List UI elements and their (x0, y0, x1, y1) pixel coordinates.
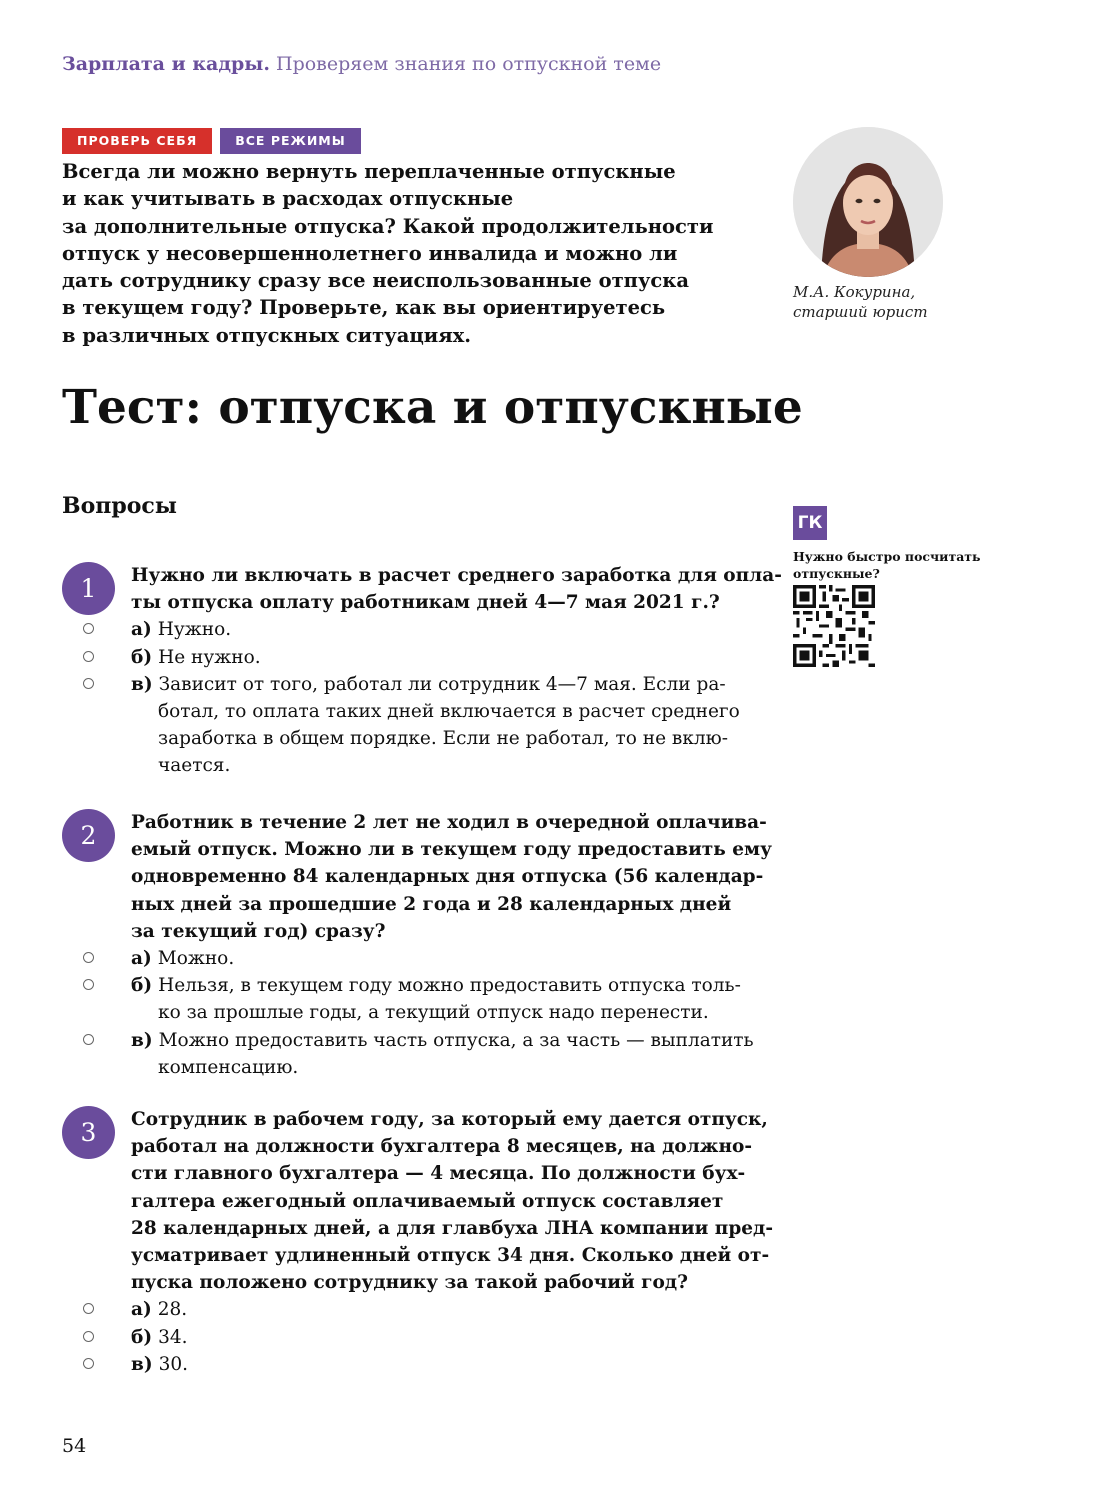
header-section: Зарплата и кадры. (62, 53, 270, 75)
lead-line: отпуск у несовершеннолетнего инвалида и можно ли (62, 241, 678, 265)
answer-option[interactable] (131, 616, 782, 643)
radio-button[interactable] (83, 1034, 94, 1045)
answer-text: 34. (158, 1326, 188, 1348)
author-portrait-icon (793, 127, 943, 277)
radio-button[interactable] (83, 1331, 94, 1342)
promo-line: отпускные? (793, 566, 880, 581)
lead-line: в текущем году? Проверьте, как вы ориентируетесь (62, 296, 666, 320)
answer-text: Можно. (157, 948, 235, 970)
section-heading: Вопросы (62, 493, 177, 519)
radio-button[interactable] (83, 651, 94, 662)
answer-letter: в) (131, 1029, 153, 1051)
question-3 (62, 1106, 782, 1378)
lead-line: дать сотруднику сразу все неиспользованные отпуска (62, 269, 690, 293)
answer-text: Нужно. (157, 619, 232, 641)
lead-paragraph (62, 158, 752, 349)
answer-letter: в) (131, 1353, 153, 1375)
question-line: галтера ежегодный оплачиваемый отпуск составляет (131, 1190, 724, 1212)
question-number: 2 (62, 809, 115, 862)
question-line: пуска положено сотруднику за такой рабочий год? (131, 1272, 688, 1294)
question-line: одновременно 84 календарных дня отпуска (56 календар- (131, 866, 764, 888)
article-title: Тест: отпуска и отпускные (62, 380, 803, 435)
answer-text: компенсацию. (158, 1056, 299, 1078)
answer-letter: б) (131, 975, 153, 997)
qr-code-icon[interactable] (793, 585, 875, 667)
question-2 (62, 809, 782, 1081)
answer-text: ботал, то оплата таких дней включается в расчет среднего (158, 701, 740, 723)
author-role: старший юрист (793, 302, 928, 321)
question-line: за текущий год) сразу? (131, 920, 386, 942)
answer-option[interactable] (131, 1324, 782, 1351)
answer-letter: в) (131, 673, 153, 695)
author-caption (793, 283, 928, 322)
answer-text: Зависит от того, работал ли сотрудник 4—7 мая. Если ра- (158, 673, 726, 695)
lead-line: Всегда ли можно вернуть переплаченные отпускные (62, 160, 676, 183)
running-header (62, 53, 661, 75)
radio-button[interactable] (83, 979, 94, 990)
radio-button[interactable] (83, 1358, 94, 1369)
answer-letter: б) (131, 1326, 153, 1348)
promo-line: Нужно быстро посчитать (793, 549, 981, 564)
question-line: Сотрудник в рабочем году, за который ему дается отпуск, (131, 1109, 768, 1130)
question-line: ных дней за прошедшие 2 года и 28 календарных дней (131, 893, 732, 915)
question-text (131, 809, 782, 945)
question-text (131, 1106, 782, 1296)
question-line: работал на должности бухгалтера 8 месяцев, на должно- (131, 1136, 753, 1158)
answer-text: 30. (158, 1353, 189, 1375)
answer-text: 28. (157, 1299, 188, 1321)
page-number: 54 (62, 1435, 87, 1457)
question-line: ты отпуска оплату работникам дней 4—7 мая 2021 г.? (131, 592, 720, 614)
question-1 (62, 562, 782, 780)
answer-letter: б) (131, 646, 153, 668)
answer-option[interactable] (131, 945, 782, 972)
question-line: 28 календарных дней, а для главбуха ЛНА компании пред- (131, 1217, 774, 1239)
answer-text: Можно предоставить часть отпуска, а за часть — выплатить (158, 1029, 754, 1051)
answer-option[interactable] (131, 671, 782, 780)
answer-letter: а) (131, 1299, 152, 1321)
question-line: сти главного бухгалтера — 4 месяца. По должности бух- (131, 1163, 746, 1185)
answer-text: Не нужно. (158, 646, 261, 668)
answer-text: Нельзя, в текущем году можно предоставить отпуска толь- (158, 975, 741, 997)
answer-text: заработка в общем порядке. Если не работал, то не вклю- (158, 728, 729, 750)
author-name: М.А. Кокурина, (793, 283, 916, 301)
tag-all-regimes: ВСЕ РЕЖИМЫ (220, 128, 360, 154)
answer-option[interactable] (131, 1351, 782, 1378)
question-line: Работник в течение 2 лет не ходил в очередной оплачива- (131, 812, 767, 833)
lead-line: за дополнительные отпуска? Какой продолжительности (62, 214, 714, 238)
question-number: 3 (62, 1106, 115, 1159)
answer-text: чается. (158, 755, 231, 777)
tags (62, 128, 361, 154)
question-text (131, 562, 782, 616)
radio-button[interactable] (83, 678, 94, 689)
answer-option[interactable] (131, 972, 782, 1026)
answer-option[interactable] (131, 1296, 782, 1323)
radio-button[interactable] (83, 1303, 94, 1314)
author-photo (793, 127, 943, 277)
answer-option[interactable] (131, 1027, 782, 1081)
question-line: усматривает удлиненный отпуск 34 дня. Сколько дней от- (131, 1245, 770, 1267)
lead-line: и как учитывать в расходах отпускные (62, 187, 514, 211)
question-line: Нужно ли включать в расчет среднего заработка для опла- (131, 565, 782, 586)
answer-letter: а) (131, 619, 152, 641)
answer-letter: а) (131, 948, 152, 970)
answer-text: ко за прошлые годы, а текущий отпуск надо перенести. (158, 1002, 709, 1024)
gk-logo: ГК (793, 506, 827, 540)
tag-check-yourself: ПРОВЕРЬ СЕБЯ (62, 128, 212, 154)
question-line: емый отпуск. Можно ли в текущем году предоставить ему (131, 839, 772, 861)
radio-button[interactable] (83, 623, 94, 634)
header-subtitle: Проверяем знания по отпускной теме (276, 53, 662, 75)
radio-button[interactable] (83, 952, 94, 963)
answer-option[interactable] (131, 644, 782, 671)
question-number: 1 (62, 562, 115, 615)
promo-text (793, 548, 981, 582)
lead-line: в различных отпускных ситуациях. (62, 323, 472, 347)
